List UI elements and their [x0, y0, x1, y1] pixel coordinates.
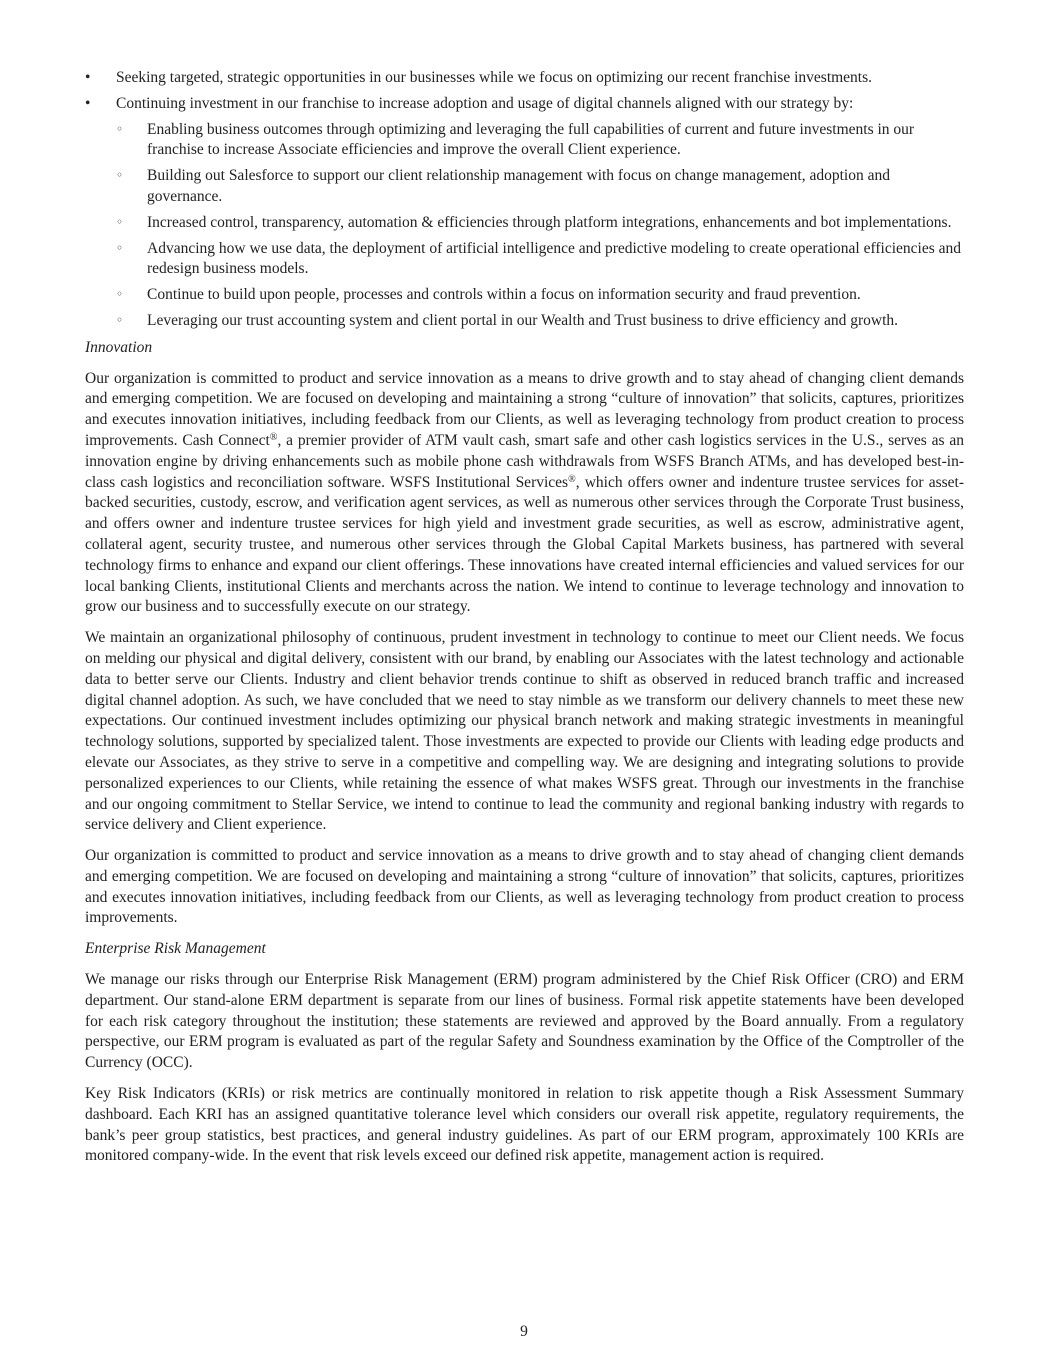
bullet-text: Seeking targeted, strategic opportunities in our businesses while we focus on optimizing our recent franchise investments. — [116, 69, 873, 86]
innovation-paragraph-3: Our organization is committed to product and service innovation as a means to drive growth and to stay ahead of changing client demands and emerging competition. We are focused on developing and maintaining a strong “culture of innovation” that solicits, captures, prioritizes and executes innovation initiatives, including feedback from our Clients, as well as leveraging technology from product creation to process improvements. — [85, 847, 964, 927]
sub-bullet-marker: ◦ — [116, 214, 124, 229]
sub-bullet-marker: ◦ — [116, 240, 124, 255]
sub-bullet-marker: ◦ — [116, 287, 124, 302]
sub-bullet-item — [116, 311, 964, 332]
sub-bullet-text: Leveraging our trust accounting system and client portal in our Wealth and Trust business to drive efficiency and growth. — [147, 311, 899, 329]
sub-bullet-text: Increased control, transparency, automation & efficiencies through platform integrations, enhancements and bot implementations. — [147, 213, 952, 231]
sub-bullet-item — [116, 213, 964, 234]
sub-bullet-text: Enabling business outcomes through optimizing and leveraging the full capabilities of current and future investments in our franchise to increase Associate efficiencies and improve the overall Client experience. — [147, 120, 915, 159]
erm-heading: Enterprise Risk Management — [85, 940, 266, 958]
bullet-marker: • — [85, 94, 91, 112]
innovation-paragraph-1 — [85, 369, 964, 619]
bullet-item — [85, 68, 964, 89]
sub-bullet-item — [116, 120, 964, 162]
strategy-bullet-list — [85, 68, 964, 332]
innovation-p1-text-b: , a premier provider of ATM vault cash, smart safe and other cash logistics services in the U.S., serves as an innovation engine by driving enhancements such as mobile phone cash withdrawals from WSFS Branch ATMs, and has developed best-in-class cash logistics and reconciliation software. WSFS Institutional Services — [85, 431, 964, 491]
digital-channel-sub-list — [116, 120, 964, 332]
sub-bullet-marker: ◦ — [116, 168, 124, 183]
bullet-text: Continuing investment in our franchise to increase adoption and usage of digital channels aligned with our strategy by: — [116, 94, 854, 112]
sub-bullet-text: Building out Salesforce to support our client relationship management with focus on change management, adoption and governance. — [147, 167, 890, 205]
registered-mark: ® — [568, 473, 576, 485]
page-number: 9 — [520, 1323, 528, 1340]
sub-bullet-item — [116, 285, 964, 306]
registered-mark: ® — [269, 431, 278, 443]
sub-bullet-marker: ◦ — [116, 312, 124, 327]
innovation-heading: Innovation — [85, 338, 153, 356]
innovation-p1-text-c: , which offers owner and indenture trustee services for asset-backed securities, custody, escrow, and verification agent services, as well as numerous other services through the Corporate Trust business, and offers owner and indenture trustee services for high yield and investment grade securities, as well as escrow, administrative agent, collateral agent, security trustee, and numerous other services through the Global Capital Markets business, has partnered with several technology firms to enhance and expand our client offerings. These innovations have created internal efficiencies and valued services for our local banking Clients, institutional Clients and merchants across the nation. We intend to continue to leverage technology and innovation to grow our business and to successfully execute on our strategy. — [85, 473, 964, 616]
erm-paragraph-1: We manage our risks through our Enterprise Risk Management (ERM) program administered by the Chief Risk Officer (CRO) and ERM department. Our stand-alone ERM department is separate from our lines of business. Formal risk appetite statements have been developed for each risk category throughout the institution; these statements are reviewed and approved by the Board annually. From a regulatory perspective, our ERM program is evaluated as part of the regular Safety and Soundness examination by the Office of the Comptroller of the Currency (OCC). — [85, 971, 964, 1072]
document-page — [85, 68, 964, 1177]
erm-paragraph-2: Key Risk Indicators (KRIs) or risk metrics are continually monitored in relation to risk appetite though a Risk Assessment Summary dashboard. Each KRI has an assigned quantitative tolerance level which considers our overall risk appetite, regulatory requirements, the bank’s peer group statistics, best practices, and general industry guidelines. As part of our ERM program, approximately 100 KRIs are monitored company-wide. In the event that risk levels exceed our defined risk appetite, management action is required. — [85, 1085, 964, 1165]
bullet-item — [85, 94, 964, 332]
bullet-marker: • — [85, 69, 91, 86]
sub-bullet-marker: ◦ — [116, 121, 124, 136]
sub-bullet-text: Continue to build upon people, processes and controls within a focus on information security and fraud prevention. — [147, 286, 861, 304]
innovation-p1-text-a: Our organization is committed to product and service innovation as a means to drive growth and to stay ahead of changing client demands and emerging competition. We are focused on developing and maintaining a strong “culture of innovation” that solicits, captures, prioritizes and executes innovation initiatives, including feedback from our Clients, as well as leveraging technology from product creation to process improvements. Cash Connect — [85, 369, 964, 449]
sub-bullet-item — [116, 166, 964, 208]
sub-bullet-text: Advancing how we use data, the deployment of artificial intelligence and predictive modeling to create operational efficiencies and redesign business models. — [147, 239, 962, 278]
innovation-paragraph-2: We maintain an organizational philosophy of continuous, prudent investment in technology to continue to meet our Client needs. We focus on melding our physical and digital delivery, consistent with our brand, by enabling our Associates with the latest technology and actionable data to better serve our Clients. Industry and client behavior trends continue to shift as observed in reduced branch traffic and increased digital channel adoption. As such, we have concluded that we need to stay nimble as we transform our delivery channels to meet these new expectations. Our continued investment includes optimizing our physical branch network and making strategic investments in meaningful technology solutions, supported by specialized talent. Those investments are expected to provide our Clients with leading edge products and elevate our Associates, as they strive to serve in a competitive and compelling way. We are designing and integrating solutions to provide personalized experiences to our Clients, while retaining the essence of what makes WSFS great. Through our investments in the franchise and our ongoing commitment to Stellar Service, we intend to continue to lead the community and regional banking industry with regards to service delivery and Client experience. — [85, 629, 964, 834]
sub-bullet-item — [116, 239, 964, 281]
